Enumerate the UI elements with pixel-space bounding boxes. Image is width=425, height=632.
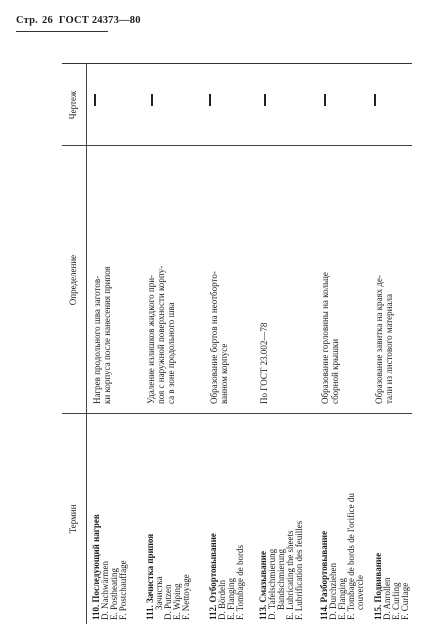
drawing-cell — [320, 64, 365, 146]
term-synonym: Зачистка — [154, 576, 164, 610]
definition-line: Образование бортов на неотборто- — [209, 271, 219, 404]
standard-id: ГОСТ 24373—80 — [58, 15, 141, 26]
term-cell — [259, 414, 304, 624]
term-translation: F. Nettoyage — [181, 574, 191, 620]
term-title: 110. Последующий нагрев — [91, 514, 101, 620]
table-row — [209, 64, 245, 624]
table-row — [92, 64, 128, 624]
definition-line: ки корпуса после нанесения припоя — [102, 266, 112, 404]
column-header-drawing: Чертеж — [68, 90, 78, 120]
definition-cell — [209, 146, 245, 414]
table-header-row — [62, 64, 84, 624]
term-cell — [374, 414, 410, 624]
term-translation: E. Flanging — [226, 578, 236, 620]
term-title: 113. Смазывание — [258, 551, 268, 620]
definition-line: Образование завитка на краях де- — [374, 275, 384, 404]
definition-cell — [92, 146, 128, 414]
drawing-dash — [94, 94, 96, 106]
drawing-cell — [374, 64, 410, 146]
header-rule — [16, 31, 108, 32]
term-translation: F. Lubrification des feuilles — [294, 520, 304, 620]
definition-line: Удаление излишков жидкого при- — [146, 274, 156, 404]
terms-table — [62, 64, 412, 624]
term-cell — [92, 414, 128, 624]
term-translation: D. Durchziehen — [328, 563, 338, 620]
term-translation: E. Wiping — [172, 583, 182, 620]
drawing-dash — [264, 94, 266, 106]
definition-line: Образование горловины на кольце — [320, 272, 330, 404]
term-translation: E. Lubricating the sheets — [285, 530, 295, 620]
drawing-dash — [374, 94, 376, 106]
definition-line: поя с наружной поверхности корпу- — [156, 265, 166, 404]
term-translation: F. Postchauffage — [118, 560, 128, 620]
table-row — [374, 64, 410, 624]
definition-line: са в зоне продольного шва — [166, 302, 176, 404]
term-translation: D. Putzen — [163, 584, 173, 620]
drawing-dash — [151, 94, 153, 106]
definition-cell — [320, 146, 365, 414]
term-translation: couvercle — [355, 575, 365, 610]
term-translation: F. Tombage de bords de l'orifice du — [346, 493, 356, 620]
page-header — [16, 15, 141, 26]
term-cell — [146, 414, 191, 624]
definition-cell — [259, 146, 304, 414]
definition-line: сборной крышки — [330, 338, 340, 404]
definition-cell — [146, 146, 191, 414]
term-cell — [320, 414, 365, 624]
term-translation: F. Tombage de bords — [235, 545, 245, 620]
definition-line: тали из листового материала — [384, 293, 394, 404]
term-translation: Bandschmierung — [276, 549, 286, 610]
drawing-cell — [146, 64, 191, 146]
drawing-cell — [259, 64, 304, 146]
table-row — [146, 64, 191, 624]
term-translation: E. Postheating — [109, 568, 119, 620]
drawing-cell — [92, 64, 128, 146]
term-translation: F. Curlage — [400, 582, 410, 620]
term-translation: D. Bördeln — [217, 580, 227, 620]
page-number: 26 — [42, 15, 53, 26]
column-header-term: Термин — [68, 504, 78, 534]
term-translation: D. Tafelschmierung — [267, 548, 277, 620]
table-row — [320, 64, 365, 624]
definition-line: По ГОСТ 23.002—78 — [259, 322, 269, 404]
term-title: 112. Отбортовывание — [208, 533, 218, 620]
definition-cell — [374, 146, 410, 414]
drawing-cell — [209, 64, 245, 146]
header-separator — [86, 64, 87, 624]
drawing-dash — [324, 94, 326, 106]
term-title: 114. Разбортовывание — [319, 530, 329, 620]
column-header-definition: Определение — [68, 254, 78, 306]
term-translation: D. Nachwärmen — [100, 561, 110, 620]
definition-line: Нагрев продольного шва заготов- — [92, 275, 102, 404]
drawing-dash — [209, 94, 211, 106]
term-translation: D. Anrollen — [382, 577, 392, 620]
term-title: 115. Подвивание — [373, 552, 383, 620]
term-cell — [209, 414, 245, 624]
definition-line: ванном корпусе — [219, 343, 229, 404]
term-title: 111. Зачистка припоя — [145, 533, 155, 620]
table-row — [259, 64, 304, 624]
term-translation: E. Flanging — [337, 578, 347, 620]
page-prefix: Стр. — [16, 15, 38, 26]
term-translation: E. Curling — [391, 582, 401, 620]
